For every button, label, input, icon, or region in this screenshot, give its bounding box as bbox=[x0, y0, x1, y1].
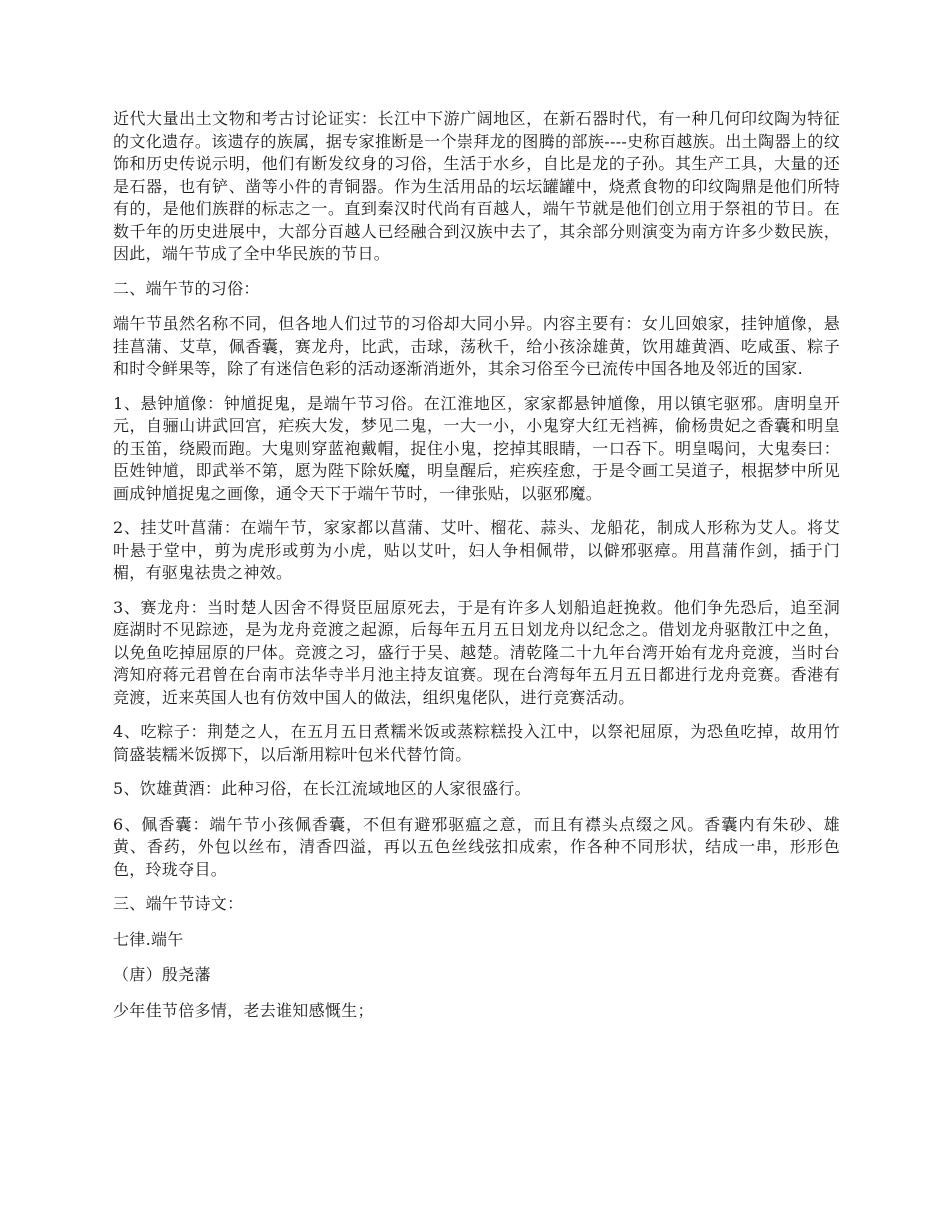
poem-author: （唐）殷尧藩 bbox=[113, 965, 211, 984]
paragraph-intro: 近代大量出土文物和考古讨论证实：长江中下游广阔地区，在新石器时代，有一种几何印纹陶为特征的文化遗存。该遗存的族属，据专家推断是一个崇拜龙的图腾的部族----史称百越族。出土陶器上的纹饰和历史传说示明，他们有断发纹身的习俗，生活于水乡，自比是龙的子孙。其生产工具，大量的还是石器，也有铲、凿等小件的青铜器。作为生活用品的坛坛罐罐中，烧煮食物的印纹陶鼎是他们所特有的，是他们族群的标志之一。直到秦汉时代尚有百越人，端午节就是他们创立用于祭祖的节日。在数千年的历史进展中，大部分百越人已经融合到汉族中去了，其余部分则演变为南方许多少数民族，因此，端午节成了全中华民族的节日。 bbox=[113, 109, 840, 263]
poem-title: 七律.端午 bbox=[113, 929, 184, 949]
paragraph-realgar-wine: 5、饮雄黄酒：此种习俗，在长江流域地区的人家很盛行。 bbox=[113, 779, 531, 798]
paragraph-customs-overview: 端午节虽然名称不同，但各地人们过节的习俗却大同小异。内容主要有：女儿回娘家，挂钟馗像，悬挂菖蒲、艾草，佩香囊，赛龙舟，比武，击球，荡秋千，给小孩涂雄黄，饮用雄黄酒、吃咸蛋、粽子和时令鲜果等，除了有迷信色彩的活动逐渐消逝外，其余习俗至今已流传中国各地及邻近的国家. bbox=[113, 314, 840, 378]
section-heading-customs: 二、端午节的习俗： bbox=[113, 278, 260, 298]
paragraph-zongzi: 4、吃粽子：荆楚之人，在五月五日煮糯米饭或蒸粽糕投入江中，以祭祀屈原，为恐鱼吃掉，故用竹筒盛装糯米饭掷下，以后渐用粽叶包米代替竹筒。 bbox=[113, 722, 840, 764]
section-heading-poems: 三、端午节诗文： bbox=[113, 894, 244, 913]
poem-line: 少年佳节倍多情，老去谁知感慨生； bbox=[113, 1000, 374, 1020]
paragraph-zhongkui: 1、悬钟馗像：钟馗捉鬼，是端午节习俗。在江淮地区，家家都悬钟馗像，用以镇宅驱邪。唐明皇开元，自骊山讲武回宫，疟疾大发，梦见二鬼，一大一小，小鬼穿大红无裆裤，偷杨贵妃之香囊和明皇的玉笛，绕殿而跑。大鬼则穿蓝袍戴帽，捉住小鬼，挖掉其眼睛，一口吞下。明皇喝问，大鬼奏曰：臣姓钟馗，即武举不第，愿为陛下除妖魔，明皇醒后，疟疾痊愈，于是令画工吴道子，根据梦中所见画成钟馗捉鬼之画像，通令天下于端午节时，一律张贴，以驱邪魔。 bbox=[113, 393, 840, 503]
paragraph-mugwort: 2、挂艾叶菖蒲：在端午节，家家都以菖蒲、艾叶、榴花、蒜头、龙船花，制成人形称为艾人。将艾叶悬于堂中，剪为虎形或剪为小虎，贴以艾叶，妇人争相佩带，以僻邪驱瘴。用菖蒲作剑，插于门楣，有驱鬼祛贵之神效。 bbox=[113, 518, 840, 582]
document-page bbox=[113, 108, 840, 1035]
paragraph-sachet: 6、佩香囊：端午节小孩佩香囊，不但有避邪驱瘟之意，而且有襟头点缀之风。香囊内有朱砂、雄黄、香药，外包以丝布，清香四溢，再以五色丝线弦扣成索，作各种不同形状，结成一串，形形色色，玲珑夺目。 bbox=[113, 814, 840, 879]
paragraph-dragon-boat: 3、赛龙舟：当时楚人因舍不得贤臣屈原死去，于是有许多人划船追赶挽救。他们争先恐后，追至洞庭湖时不见踪迹，是为龙舟竞渡之起源，后每年五月五日划龙舟以纪念之。借划龙舟驱散江中之鱼，以免鱼吃掉屈原的尸体。竞渡之习，盛行于吴、越楚。清乾隆二十九年台湾开始有龙舟竞渡，当时台湾知府蒋元君曾在台南市法华寺半月池主持友谊赛。现在台湾每年五月五日都进行龙舟竞赛。香港有竞渡，近来英国人也有仿效中国人的做法，组织鬼佬队，进行竞赛活动。 bbox=[113, 597, 840, 707]
